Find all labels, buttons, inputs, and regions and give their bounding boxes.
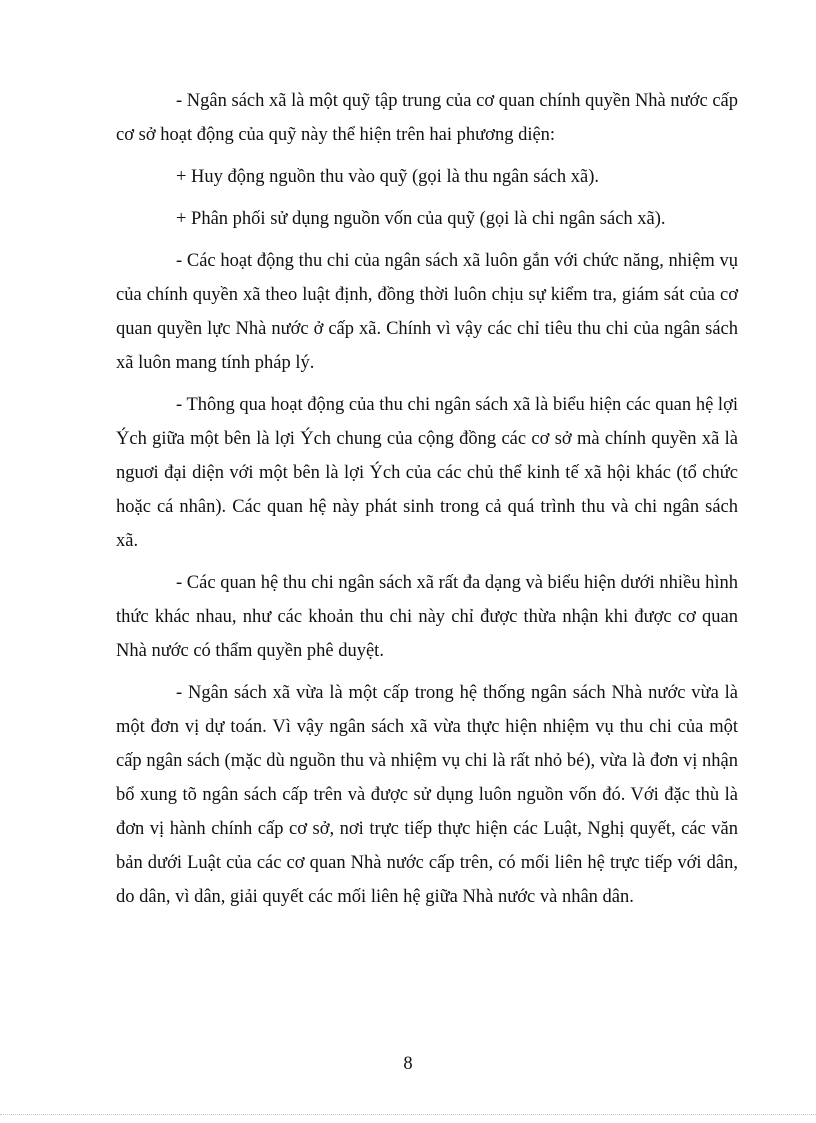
paragraph-hoat-dong-thu-chi: - Các hoạt động thu chi của ngân sách xã luôn gắn với chức năng, nhiệm vụ của chính quyền xã theo luật định, đồng thời luôn chịu sự kiểm tra, giám sát của cơ quan quyền lực Nhà nước ở cấp xã. Chính vì vậy các chỉ tiêu thu chi của ngân sách xã luôn mang tính pháp lý. — [116, 251, 738, 373]
paragraph-huy-dong-nguon-thu: + Huy động nguồn thu vào quỹ (gọi là thu ngân sách xã). — [176, 167, 600, 187]
page-body — [116, 84, 738, 922]
paragraph-cap-ngan-sach-don-vi-du-toan: - Ngân sách xã vừa là một cấp trong hệ thống ngân sách Nhà nước vừa là một đơn vị dự toán. Vì vậy ngân sách xã vừa thực hiện nhiệm vụ thu chi của một cấp ngân sách (mặc dù nguồn thu và nhiệm vụ chi là rất nhỏ bé), vừa là đơn vị nhận bổ xung tõ ngân sách cấp trên và được sử dụng luôn nguồn vốn đó. Với đặc thù là đơn vị hành chính cấp cơ sở, nơi trực tiếp thực hiện các Luật, Nghị quyết, các văn bản dưới Luật của các cơ quan Nhà nước cấp trên, có mối liên hệ trực tiếp với dân, do dân, vì dân, giải quyết các mối liên hệ giữa Nhà nước và nhân dân. — [116, 683, 738, 907]
page-bottom-divider — [0, 1114, 816, 1115]
paragraph-ngan-sach-xa-definition: - Ngân sách xã là một quỹ tập trung của cơ quan chính quyền Nhà nước cấp cơ sở hoạt động của quỹ này thể hiện trên hai phương diện: — [116, 91, 738, 145]
page-number: 8 — [403, 1054, 413, 1074]
paragraph-phan-phoi-nguon-von: + Phân phối sử dụng nguồn vốn của quỹ (gọi là chi ngân sách xã). — [176, 209, 666, 229]
paragraph-quan-he-thu-chi-da-dang: - Các quan hệ thu chi ngân sách xã rất đa dạng và biểu hiện dưới nhiều hình thức khác nhau, như các khoản thu chi này chỉ được thừa nhận khi được cơ quan Nhà nước có thẩm quyền phê duyệt. — [116, 573, 738, 661]
paragraph-quan-he-loi-ich: - Thông qua hoạt động của thu chi ngân sách xã là biểu hiện các quan hệ lợi Ých giữa một bên là lợi Ých chung của cộng đồng các cơ sở mà chính quyền xã là nguơi đại diện với một bên là lợi Ých của các chủ thể kinh tế xã hội khác (tổ chức hoặc cá nhân). Các quan hệ này phát sinh trong cả quá trình thu và chi ngân sách xã. — [116, 395, 738, 551]
